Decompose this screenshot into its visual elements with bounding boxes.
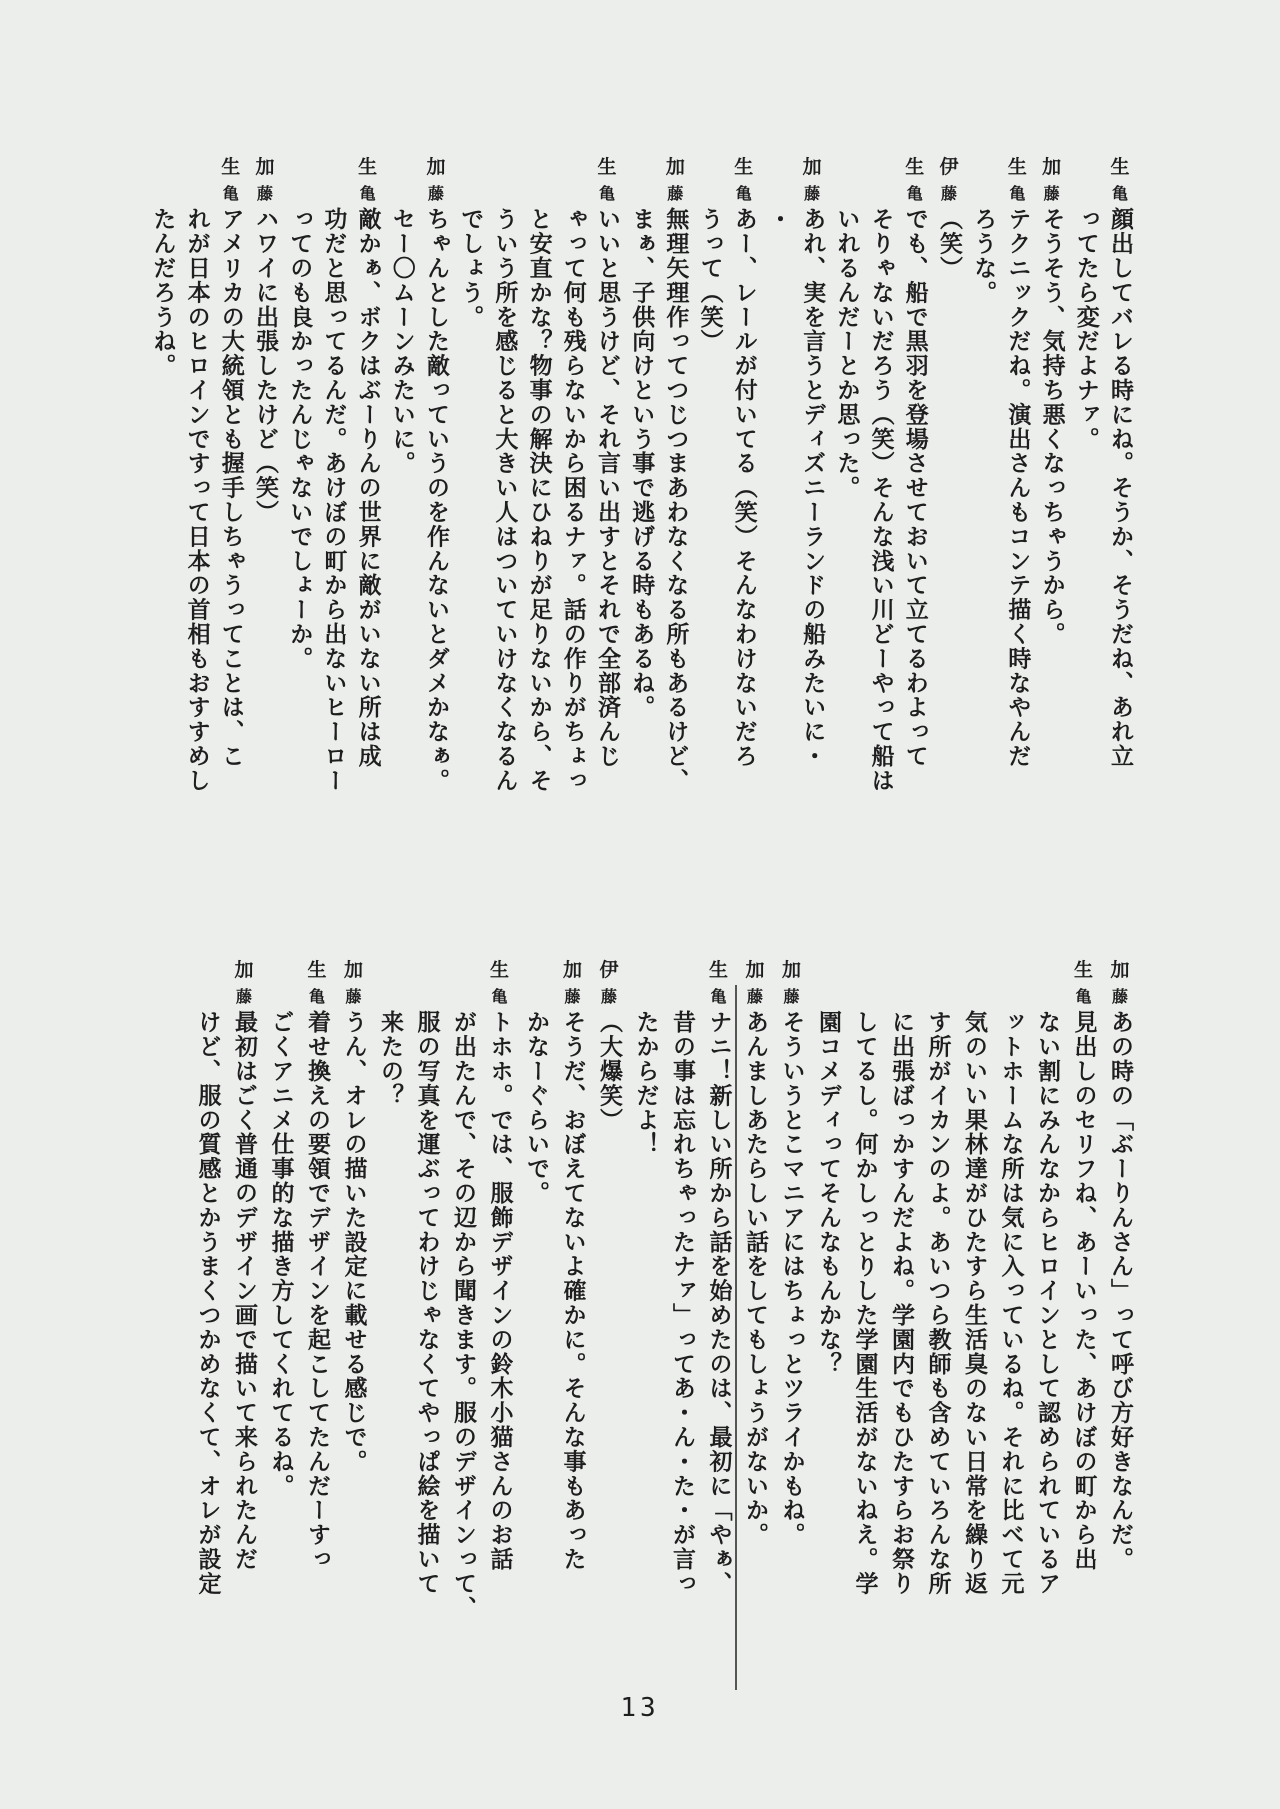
dialogue-text: 園コメディってそんなもんかな？ (815, 1010, 841, 1376)
speaker-label (558, 958, 588, 1007)
speaker-char: 生 (597, 156, 617, 178)
dialogue-column (763, 155, 793, 865)
dialogue-text: たからだよ！ (632, 1010, 659, 1157)
speaker-char: 加 (802, 156, 822, 178)
dialogue-column (558, 155, 588, 865)
dialogue-text: れが日本のヒロインですって日本の首相もおすすめし (183, 207, 210, 793)
dialogue-column (216, 155, 246, 865)
speaker-label (1002, 155, 1032, 204)
dialogue-column (866, 155, 896, 865)
speaker-char: 生 (734, 156, 754, 178)
dialogue-column (592, 155, 622, 865)
speaker-label (704, 958, 734, 1007)
dialogue-column (959, 958, 989, 1690)
dialogue-column (900, 155, 930, 865)
dialogue-column (1037, 155, 1067, 865)
speaker-label (353, 155, 383, 204)
dialogue-column (455, 155, 485, 865)
speaker-char: 加 (665, 156, 685, 178)
dialogue-column (729, 155, 759, 865)
dialogue-text: アメリカの大統領とも握手しちゃうってことは、こ (217, 207, 244, 769)
dialogue-column (147, 155, 177, 865)
speaker-char: 亀 (710, 986, 727, 1006)
speaker-char: 生 (489, 959, 509, 981)
dialogue-text: す所がイカンのよ。あいつら教師も含めていろんな所 (924, 1010, 951, 1596)
dialogue-text: 最初はごく普通のデザイン画で描いて来られたんだ (231, 1010, 257, 1572)
dialogue-text: ってのも良かったんじゃないでしょーか。 (286, 207, 313, 671)
dialogue-column (996, 958, 1026, 1690)
dialogue-text: でも、船で黒羽を登場させておいて立てるわよって (901, 207, 928, 769)
dialogue-column (1105, 155, 1135, 865)
speaker-char: 藤 (427, 183, 444, 203)
speaker-char: 伊 (939, 156, 959, 178)
dialogue-text: 無理矢理作ってつじつまあわなくなる所もあるけど、 (662, 207, 689, 793)
dialogue-column (968, 155, 998, 865)
dialogue-text: に出張ばっかすんだよね。学園内でもひたすらお祭り (888, 1010, 914, 1596)
speaker-char: 藤 (600, 986, 617, 1006)
dialogue-text: ない割にみんなからヒロインとして認められているア (1034, 1010, 1060, 1596)
dialogue-text: ういう所を感じると大きい人はついていけなくなるん (491, 207, 518, 793)
dialogue-text: 功だと思ってるんだ。あけぼの町から出ないヒーロー (320, 207, 347, 793)
dialogue-column (412, 958, 442, 1690)
dialogue-text: まぁ、子供向けという事で逃げる時もあるね。 (628, 207, 655, 720)
dialogue-text: ろうな。 (970, 207, 997, 305)
dialogue-column (250, 155, 280, 865)
speaker-label (777, 958, 807, 1007)
dialogue-text: あの時の「ぶーりんさん」って呼び方好きなんだ。 (1107, 1010, 1133, 1572)
speaker-label (216, 155, 246, 204)
speaker-char: 亀 (359, 183, 376, 203)
dialogue-text: そうだ、おぼえてないよ確かに。そんな事もあった (559, 1010, 586, 1572)
speaker-char: 藤 (345, 986, 362, 1006)
speaker-char: 藤 (564, 986, 581, 1006)
dialogue-column (831, 155, 861, 865)
dialogue-text: トホホ。では、服飾デザインの鈴木小猫さんのお話 (486, 1010, 513, 1572)
dialogue-text: 昔の事は忘れちゃったナァ」ってあ・ん・た・が言っ (669, 1010, 695, 1596)
speaker-label (660, 155, 690, 204)
speaker-char: 生 (307, 959, 327, 981)
dialogue-column (1071, 155, 1101, 865)
speaker-label (229, 958, 259, 1007)
speaker-char: 亀 (735, 183, 752, 203)
speaker-char: 亀 (222, 183, 239, 203)
dialogue-text: あれ、実を言うとディズニーランドの船みたいに・ (799, 207, 826, 769)
dialogue-column (1032, 958, 1062, 1690)
dialogue-column (284, 155, 314, 865)
dialogue-column (266, 958, 296, 1690)
speaker-char: 加 (1042, 156, 1062, 178)
speaker-char: 加 (234, 959, 254, 981)
dialogue-text: 敵かぁ、ボクはぶーりんの世界に敵がいない所は成 (354, 207, 381, 769)
speaker-char: 亀 (906, 183, 923, 203)
dialogue-text: セー〇ムーンみたいに。 (388, 207, 415, 476)
bottom-dialogue-block (140, 958, 1140, 1690)
speaker-char: 加 (562, 959, 582, 981)
dialogue-text: あー、レールが付いてる（笑）そんなわけないだろ (730, 207, 757, 769)
speaker-char: 伊 (599, 959, 619, 981)
dialogue-text: そういうとこマニアにはちょっとツライかもね。 (778, 1010, 805, 1547)
dialogue-text: が出たんで、その辺から聞きます。服のデザインって、 (450, 1010, 476, 1620)
speaker-char: 藤 (256, 183, 273, 203)
speaker-char: 生 (221, 156, 241, 178)
dialogue-column (302, 958, 332, 1690)
top-dialogue-block (120, 155, 1140, 865)
dialogue-text: ハワイに出張したけど（笑） (252, 207, 278, 525)
dialogue-text: テクニックだね。演出さんもコンテ描く時なやんだ (1004, 207, 1031, 769)
speaker-char: 藤 (783, 986, 800, 1006)
dialogue-text: いれるんだーとか思った。 (833, 207, 860, 500)
speaker-char: 藤 (940, 183, 957, 203)
dialogue-text: でしょう。 (457, 207, 484, 329)
dialogue-column (387, 155, 417, 865)
dialogue-text: （大爆笑） (596, 1010, 622, 1132)
dialogue-column (318, 155, 348, 865)
dialogue-column (695, 155, 725, 865)
speaker-label (1105, 958, 1135, 1007)
speaker-label (1069, 958, 1099, 1007)
dialogue-text: と安直かな？物事の解決にひねりが足りないから、そ (525, 207, 552, 793)
dialogue-column (886, 958, 916, 1690)
dialogue-text: あんましあたらしい話をしてもしょうがないか。 (742, 1010, 768, 1547)
speaker-label (740, 958, 770, 1007)
dialogue-column (594, 958, 624, 1690)
speaker-char: 亀 (598, 183, 615, 203)
dialogue-column (626, 155, 656, 865)
speaker-char: 生 (358, 156, 378, 178)
speaker-label (592, 155, 622, 204)
dialogue-text: ナニ！新しい所から話を始めたのは、最初に「やぁ、 (705, 1010, 732, 1596)
speaker-label (339, 958, 369, 1007)
dialogue-column (229, 958, 259, 1690)
dialogue-column (813, 958, 843, 1690)
dialogue-text: たんだろうね。 (149, 207, 176, 378)
speaker-label (485, 958, 515, 1007)
dialogue-text: そうそう、気持ち悪くなっちゃうから。 (1038, 207, 1065, 647)
speaker-char: 生 (1007, 156, 1027, 178)
speaker-char: 加 (255, 156, 275, 178)
dialogue-text: ・ (765, 207, 791, 232)
dialogue-column (448, 958, 478, 1690)
speaker-char: 加 (781, 959, 801, 981)
dialogue-column (740, 958, 770, 1690)
dialogue-text: 見出しのセリフね、あーいった、あけぼの町から出 (1070, 1010, 1097, 1572)
dialogue-column (1069, 958, 1099, 1690)
dialogue-text: そりゃないだろう（笑）そんな浅い川どーやって船は (867, 207, 894, 793)
dialogue-text: 着せ換えの要領でデザインを起こしてたんだーすっ (304, 1010, 330, 1572)
dialogue-column (660, 155, 690, 865)
speaker-char: 生 (708, 959, 728, 981)
dialogue-text: 服の写真を運ぶってわけじゃなくてやっぱ絵を描いて (413, 1010, 440, 1596)
speaker-char: 藤 (1043, 183, 1060, 203)
dialogue-text: ゃって何も残らないから困るナァ。話の作りがちょっ (559, 207, 586, 793)
dialogue-column (923, 958, 953, 1690)
dialogue-text: （笑） (936, 207, 962, 281)
speaker-char: 亀 (1009, 183, 1026, 203)
speaker-char: 亀 (1111, 183, 1128, 203)
dialogue-text: ごくアニメ仕事的な描き方してくれてるね。 (267, 1010, 294, 1498)
dialogue-text: うって（笑） (696, 207, 723, 354)
speaker-label (594, 958, 624, 1007)
dialogue-column (524, 155, 554, 865)
column-divider (735, 985, 737, 1690)
dialogue-column (485, 958, 515, 1690)
speaker-label (900, 155, 930, 204)
speaker-char: 藤 (235, 986, 252, 1006)
speaker-char: 生 (905, 156, 925, 178)
dialogue-text: 顔出してバレる時にね。そうか、そうだね、あれ立 (1107, 207, 1133, 769)
dialogue-text: ってたら変だよナァ。 (1072, 207, 1099, 451)
speaker-label (797, 155, 827, 204)
page-number: 13 (620, 1693, 660, 1723)
dialogue-text: けど、服の質感とかうまくつかめなくて、オレが設定 (194, 1010, 221, 1596)
speaker-char: 亀 (308, 986, 325, 1006)
speaker-char: 加 (745, 959, 765, 981)
dialogue-column (558, 958, 588, 1690)
dialogue-text: かなーぐらいで。 (523, 1010, 549, 1206)
speaker-char: 亀 (1075, 986, 1092, 1006)
dialogue-text: ちゃんとした敵っていうのを作んないとダメかなぁ。 (423, 207, 449, 793)
speaker-label (421, 155, 451, 204)
dialogue-column (777, 958, 807, 1690)
dialogue-column (353, 155, 383, 865)
dialogue-text: いいと思うけど、それ言い出すとそれで全部済んじ (594, 207, 620, 769)
dialogue-text: ットホームな所は気に入っているね。それに比べて元 (997, 1010, 1024, 1596)
speaker-label (934, 155, 964, 204)
dialogue-column (667, 958, 697, 1690)
speaker-char: 加 (1110, 959, 1130, 981)
speaker-char: 亀 (491, 986, 508, 1006)
dialogue-column (182, 155, 212, 865)
dialogue-column (375, 958, 405, 1690)
dialogue-column (934, 155, 964, 865)
dialogue-text: うん、オレの描いた設定に載せる感じで。 (340, 1010, 367, 1474)
dialogue-column (421, 155, 451, 865)
speaker-char: 加 (426, 156, 446, 178)
dialogue-column (193, 958, 223, 1690)
speaker-char: 生 (1110, 156, 1130, 178)
speaker-label (729, 155, 759, 204)
dialogue-column (521, 958, 551, 1690)
dialogue-column (1105, 958, 1135, 1690)
dialogue-column (489, 155, 519, 865)
speaker-label (302, 958, 332, 1007)
dialogue-column (797, 155, 827, 865)
dialogue-column (339, 958, 369, 1690)
dialogue-text: 気のいい果林達がひたすら生活臭のない日常を繰り返 (961, 1010, 987, 1596)
speaker-char: 加 (343, 959, 363, 981)
dialogue-column (850, 958, 880, 1690)
dialogue-text: してるし。何かしっとりした学園生活がないねえ。学 (851, 1010, 878, 1596)
speaker-char: 生 (1073, 959, 1093, 981)
speaker-char: 藤 (667, 183, 684, 203)
speaker-label (1037, 155, 1067, 204)
speaker-char: 藤 (1111, 986, 1128, 1006)
speaker-label (1105, 155, 1135, 204)
speaker-char: 藤 (746, 986, 763, 1006)
dialogue-column (1002, 155, 1032, 865)
dialogue-text: 来たの？ (377, 1010, 403, 1108)
speaker-label (250, 155, 280, 204)
speaker-char: 藤 (804, 183, 821, 203)
dialogue-column (704, 958, 734, 1690)
dialogue-column (631, 958, 661, 1690)
